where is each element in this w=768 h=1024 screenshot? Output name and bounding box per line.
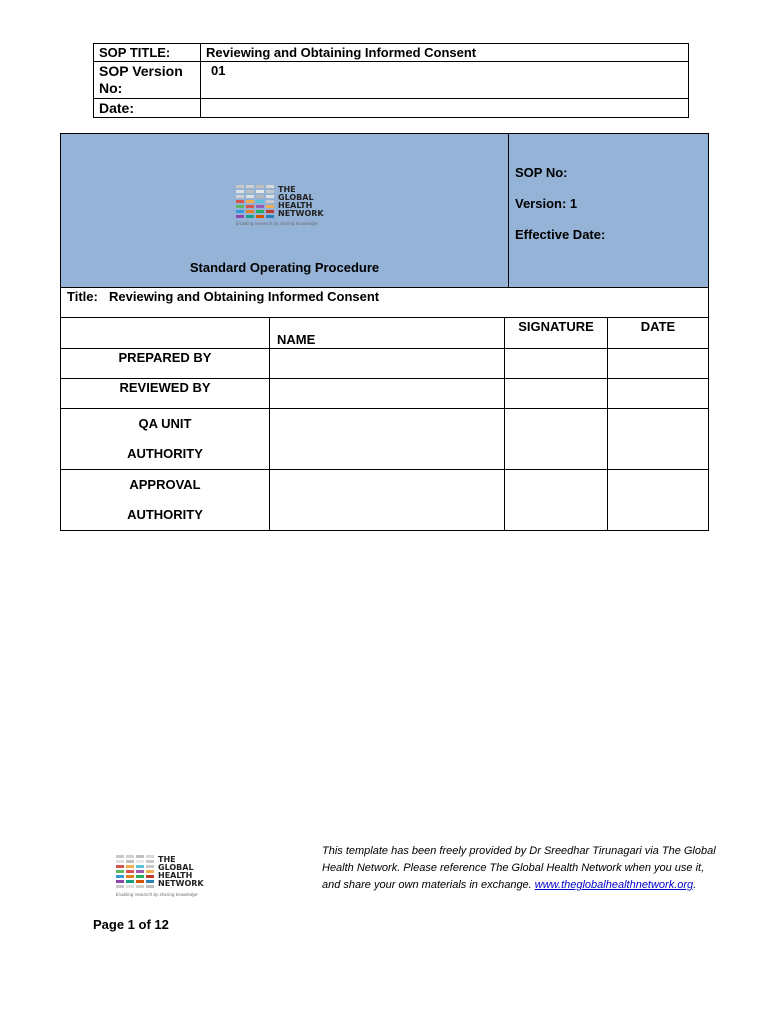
sop-title-label: SOP TITLE: [94, 44, 201, 62]
column-header-signature: SIGNATURE [505, 318, 608, 349]
network-link[interactable]: www.theglobalhealthnetwork.org [534, 879, 694, 891]
sop-header-block [60, 133, 709, 288]
signature-cell [505, 349, 608, 379]
date-cell [608, 379, 709, 409]
footer-logo-text-line2: GLOBAL [158, 863, 194, 872]
title-value: Reviewing and Obtaining Informed Consent [109, 289, 380, 304]
sop-title-value: Reviewing and Obtaining Informed Consent [201, 44, 689, 62]
column-header-date: DATE [608, 318, 709, 349]
signature-cell [505, 470, 608, 531]
sop-version-label-line2: No: [99, 80, 123, 96]
table-row [61, 349, 709, 379]
header-logo-panel [61, 134, 509, 287]
footer-logo-text-line1: THE [158, 855, 176, 864]
title-label: Title: [67, 289, 98, 304]
effective-date-label: Effective Date: [515, 227, 606, 242]
table-row [61, 379, 709, 409]
header-meta-panel [509, 134, 708, 287]
logo-text-line1: THE [278, 185, 296, 194]
role-approval-authority [61, 470, 270, 531]
name-cell [270, 349, 505, 379]
name-cell [270, 379, 505, 409]
role-line2: AUTHORITY [127, 446, 203, 461]
sop-date-row [94, 99, 689, 118]
table-row [61, 409, 709, 470]
role-line1: QA UNIT [138, 416, 192, 431]
sop-date-label: Date: [94, 99, 201, 118]
logo-text-line4: NETWORK [278, 209, 324, 218]
sop-version-number: 01 [211, 63, 226, 78]
sop-version-value [201, 62, 689, 99]
role-line2: AUTHORITY [127, 507, 203, 522]
role-qa-unit-authority [61, 409, 270, 470]
column-header-name: NAME [270, 318, 505, 349]
sop-title-row [94, 44, 689, 62]
date-cell [608, 470, 709, 531]
attribution-text: This template has been freely provided by Dr Sreedhar Tirunagari via The Global Health Network. Please reference The Global Health Network when you use it, and share your own materials in exchange. [322, 845, 716, 891]
date-cell [608, 349, 709, 379]
footer-logo-text-line4: NETWORK [158, 879, 204, 888]
signature-table [60, 317, 709, 531]
role-reviewed-by: REVIEWED BY [61, 379, 270, 409]
footer-logo-text-line3: HEALTH [158, 871, 193, 880]
sop-subtitle: Standard Operating Procedure [189, 260, 380, 275]
table-row [61, 470, 709, 531]
logo-text-line2: GLOBAL [278, 193, 314, 202]
sop-version-label-line1: SOP Version [99, 63, 183, 79]
sop-info-table [93, 43, 689, 118]
footer-logo-tagline: Enabling research by sharing knowledge [116, 892, 198, 897]
date-cell [608, 409, 709, 470]
role-prepared-by: PREPARED BY [61, 349, 270, 379]
logo-text-line3: HEALTH [278, 201, 313, 210]
link-suffix: . [693, 879, 697, 891]
role-line1: APPROVAL [129, 477, 201, 492]
signature-cell [505, 379, 608, 409]
signature-cell [505, 409, 608, 470]
sop-date-value [201, 99, 689, 118]
footer-attribution [322, 843, 717, 894]
sop-version-row [94, 62, 689, 99]
global-health-network-logo [236, 184, 336, 228]
name-cell [270, 470, 505, 531]
sop-version-label [94, 62, 201, 99]
document-title-row [60, 287, 709, 318]
page-number: Page 1 of 12 [93, 917, 169, 932]
name-cell [270, 409, 505, 470]
logo-tagline: Enabling research by sharing knowledge [236, 221, 318, 226]
signature-table-header [61, 318, 709, 349]
footer-logo [116, 853, 216, 899]
header-blank-cell [61, 318, 270, 349]
sop-no-label: SOP No: [515, 165, 568, 180]
version-label: Version: 1 [515, 196, 578, 211]
